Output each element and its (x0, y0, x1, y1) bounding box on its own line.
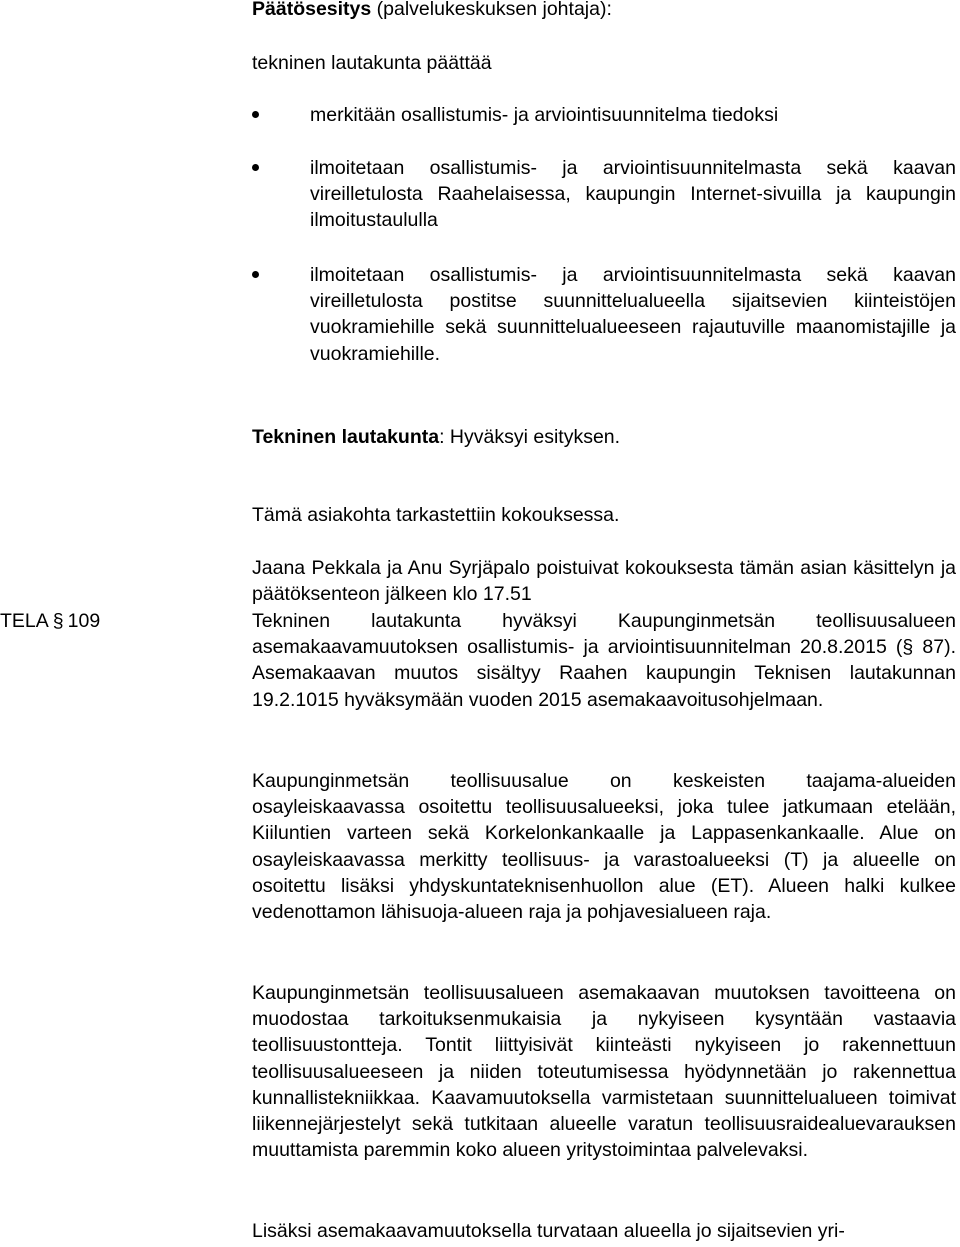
bullet-dot-icon (252, 164, 259, 171)
bullet-text: ilmoitetaan osallistumis- ja arviointisuunnitelmasta sekä kaavan vireilletulosta Raahelaisessa, kaupungin Internet-sivuilla ja kaupungin ilmoitustaululla (310, 157, 956, 232)
proposal-heading (252, 0, 956, 22)
decision-body-name: Tekninen lautakunta (252, 426, 440, 448)
tela-prefix: TELA (0, 610, 49, 632)
paragraph-goals: Kaupunginmetsän teollisuusalueen asemakaavan muutoksen tavoitteena on muodostaa tarkoituksenmukaisia ja nykyiseen kysyntään vastaavia teollisuustontteja. Tontit liittyisivät kiinteästi nykyiseen jo rakennettuun teollisuusalueeseen ja niiden toteutumisessa hyödynnetään jo rakennettua kunnallistekniikkaa. Kaavamuutoksella varmistetaan suunnittelualueen toimivat liikennejärjestelyt sekä tutkitaan alueelle varatun teollisuusraidealuevarauksen muuttamista paremmin koko alueen yritystoimintaa palvelevaksi. (252, 982, 956, 1162)
paragraph-area-description: Kaupunginmetsän teollisuusalue on keskeisten taajama-alueiden osayleiskaavassa osoitettu teollisuusalueeksi, joka tulee jatkumaan etelään, Kiiluntien varteen sekä Korkelonkankaalle ja Lappasenkankaalle. Alue on osayleiskaavassa merkitty teollisuus- ja varastoalueeksi (T) ja alueelle on osoitettu lisäksi yhdyskuntateknisenhuollon alue (ET). Alueen halki kulkee vedenottamon lähisuoja-alueen raja ja pohjavesialueen raja. (252, 770, 956, 924)
paragraph-additional: Lisäksi asemakaavamuutoksella turvataan alueella jo sijaitsevien yri- (252, 1220, 845, 1242)
bullet-text: ilmoitetaan osallistumis- ja arviointisuunnitelmasta sekä kaavan vireilletulosta postitse suunnittelualueella sijaitsevien kiinteistöjen vuokramiehille sekä suunnittelualueeseen rajautuville maanomistajille ja vuokramiehille. (310, 264, 956, 365)
proposal-heading-rest: (palvelukeskuksen johtaja): (371, 0, 612, 20)
decision-line (252, 424, 956, 450)
checked-note: Tämä asiakohta tarkastettiin kokouksessa. (252, 504, 620, 526)
paragraph-approval (252, 608, 956, 713)
paragraph-approval-part1: Tekninen lautakunta hyväksyi Kaupunginmetsän teollisuusalueen asemakaavamuutoksen osallistumis- ja arviointisuunnitelman 20.8.2015 ( (252, 610, 956, 659)
proposal-heading-bold: Päätösesitys (252, 0, 372, 20)
proposal-intro: tekninen lautakunta päättää (252, 52, 492, 74)
paragraph-attendance: Jaana Pekkala ja Anu Syrjäpalo poistuivat kokouksesta tämän asian käsittelyn ja päätöksenteon jälkeen klo 17.51 (252, 557, 956, 606)
tela-section-label (0, 608, 100, 634)
decision-text: : Hyväksyi esityksen. (439, 426, 621, 448)
bullet-dot-icon (252, 271, 259, 278)
section-sign: § (902, 636, 914, 659)
tela-number: 109 (67, 610, 101, 632)
section-sign: § (52, 610, 64, 632)
paragraph-approval-part2: 87). Asemakaavan muutos sisältyy Raahen kaupungin Teknisen lautakunnan 19.2.1015 hyväksymään vuoden 2015 asemakaavoitusohjelmaan. (252, 636, 956, 711)
bullet-dot-icon (252, 111, 259, 118)
bullet-text: merkitään osallistumis- ja arviointisuunnitelma tiedoksi (310, 104, 779, 126)
